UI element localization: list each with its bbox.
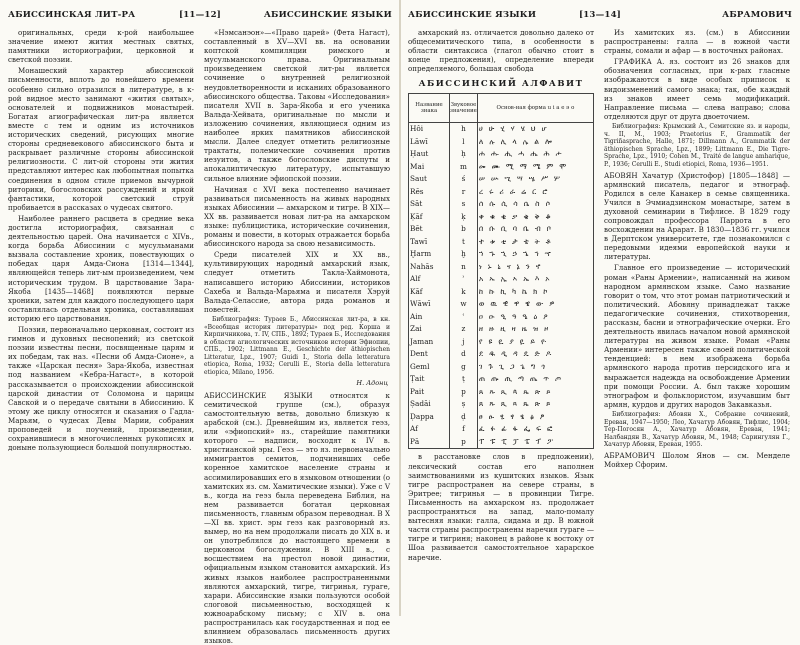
letter-sound: k: [450, 286, 478, 299]
letter-name: Saut: [409, 173, 450, 186]
letter-sound: l: [450, 136, 478, 149]
left-header-column-numbers: [11—12]: [178, 10, 222, 20]
header-order: i: [552, 105, 555, 112]
paragraph: в расстановке слов в предложении), лексический состав его наполнен заимствованиями из кушитских языков. Язык тигре распространен на севере страны, в Эритрее; тигринья — в провинции Тигре. Письменность на амхарском яз. продолжает распространяться на запад, мало-помалу вытесняя языки: галла, сидама и др. В южной части страны распространены наречия гураге — тигре и тигриня; наконец в районе к востоку от Шоа развивается самостоятельное харарское наречие.: [408, 452, 594, 562]
left-column-1: [8, 28, 194, 624]
letter-forms: ተ ቱ ቲ ታ ቴ ት ቶ: [477, 236, 593, 249]
paragraph: оригинальных, среди к-рой наибольшее значение имеют жития местных святых, памятники историографии, церковной и светской поэзии.: [8, 28, 194, 65]
letter-sound: s: [450, 198, 478, 211]
alphabet-row: [409, 286, 594, 299]
right-column-1: [408, 28, 594, 624]
alphabet-row: [409, 136, 594, 149]
paragraph: Начиная с XVI века постепенно начинает развиваться письменность на живых народных языках Абиссинии — амхарском и тигре. В XIX—XX вв. развивается новая лит-ра на амхарском языке: публицистика, исторические сочинения, романы и повести, в которых отражается борьба абиссинского народа за свою независимость.: [204, 184, 390, 249]
header-order: u: [547, 105, 552, 112]
letter-sound: p̣: [450, 386, 478, 399]
letter-name: Geml: [409, 361, 450, 374]
letter-name: Af: [409, 423, 450, 436]
letter-name: Mai: [409, 161, 450, 174]
bibliography-note: Библиография: Тураев Б., Абиссинская лит-ра, в кн. «Всеобщая история литературы» под ред. Корша и Кирпичникова, т. IV, СПБ., 1892; Тураев Б., Исследования в области агиологических источников истории Эфиопии, СПБ., 1902; Littmann E., Geschichte der äthiopischen Litteratur, Lpz., 1907; Guidi I., Storia della letteratura etiopica, Roma, 1932; Cerulli E., Storia della letteratura etiopica, Milano, 1956.: [204, 315, 390, 377]
letter-sound: g: [450, 361, 478, 374]
letter-forms: ሠ ሡ ሢ ሣ ሤ ሥ ሦ: [477, 173, 593, 186]
letter-name: Tawī: [409, 236, 450, 249]
letter-name: Rēs: [409, 186, 450, 199]
alphabet-row: [409, 373, 594, 386]
letter-sound: ḫ: [450, 248, 478, 261]
alphabet-row: [409, 123, 594, 136]
alphabet-row: [409, 236, 594, 249]
letter-name: Pait: [409, 386, 450, 399]
paragraph: Наиболее раннего расцвета в средние века достигла историография, связанная с деятельностью царей. Она начинается с XIVв., когда борьба Абиссинии с мусульманами вызвала составление хроник, повествующих о победах царя Амда-Сиона [1314—1344], являющейся теперь лит-ым произведением, чем историческим трудом. В царствование Зара-Якоба [1435—1468] появляются первые хроники, затем для каждого последующего царя составлялась отдельная хроника, составлявшая историю его царствования.: [8, 213, 194, 323]
letter-sound: m: [450, 161, 478, 174]
letter-name: Hôi: [409, 123, 450, 136]
right-page: [400, 0, 800, 616]
alphabet-row: [409, 336, 594, 349]
alphabet-row: [409, 398, 594, 411]
letter-sound: w: [450, 298, 478, 311]
article-abovyan: АБОВЯН Хачатур (Христофор) [1805—1848] — армянский писатель, педагог и этнограф. Родился в селе Канакер в семье священника. Учился в Эчмиадзинском монастыре, затем в духовной семинарии в Тифлисе. В 1829 году сопровождал профессора Паррота в его восхождении на Арарат. В 1830—1836 гг. учился в Дерптском университете, где познакомился с передовыми идеями европейской науки и литературы.: [604, 170, 791, 262]
alphabet-row: [409, 386, 594, 399]
bibliography-note: Библиография: Абовян Х., Собрание сочинений, Ереван, 1947—1950; Лео, Хачатур Абовян, Тифлис, 1904; Тер-Погосян А., Хачатур Абовян, Ереван, 1941; Налбандян В., Хачатур Абовян, М., 1948; Сарингулян Г., Хачатур Абовян, Ереван, 1955.: [604, 410, 790, 449]
alphabet-row: [409, 323, 594, 336]
author-signature: Н. Адонц: [356, 378, 388, 387]
letter-sound: b: [450, 223, 478, 236]
letter-sound: ḥ: [450, 148, 478, 161]
letter-forms: ኀ ኁ ኂ ኃ ኄ ኅ ኆ: [477, 248, 593, 261]
alphabet-row: [409, 298, 594, 311]
letter-name: Jaman: [409, 336, 450, 349]
letter-forms: ፈ ፉ ፊ ፋ ፌ ፍ ፎ: [477, 423, 593, 436]
alphabet-row: [409, 173, 594, 186]
alphabet-table-body: [409, 123, 594, 449]
alphabet-row: [409, 436, 594, 449]
letter-forms: መ ሙ ሚ ማ ሜ ም ሞ: [477, 161, 593, 174]
alphabet-row: [409, 223, 594, 236]
letter-name: Pā: [409, 436, 450, 449]
alphabet-row: [409, 273, 594, 286]
letter-forms: ለ ሉ ሊ ላ ሌ ል ሎ: [477, 136, 593, 149]
article-abramovich: АБРАМОВИЧ Шолом Янов — см. Менделе Мойхер Сфорим.: [604, 450, 790, 469]
letter-forms: ፐ ፑ ፒ ፓ ፔ ፕ ፖ: [477, 436, 593, 449]
header-name: Название знака: [409, 94, 450, 123]
right-page-header: [408, 10, 792, 24]
left-column-2: [204, 28, 390, 645]
letter-name: Ain: [409, 311, 450, 324]
letter-forms: ጸ ጹ ጺ ጻ ጼ ጽ ጾ: [477, 398, 593, 411]
letter-sound: n: [450, 261, 478, 274]
letter-name: Ḫarm: [409, 248, 450, 261]
letter-name: Zai: [409, 323, 450, 336]
letter-name: Kāf: [409, 286, 450, 299]
letter-forms: ወ ዉ ዊ ዋ ዌ ው ዎ: [477, 298, 593, 311]
header-order: a: [556, 105, 560, 112]
letter-forms: ሰ ሱ ሲ ሳ ሴ ስ ሶ: [477, 198, 593, 211]
letter-forms: ሀ ሁ ሂ ሃ ሄ ህ ሆ: [477, 123, 593, 136]
letter-sound: z: [450, 323, 478, 336]
letter-sound: ḍ: [450, 411, 478, 424]
letter-sound: ṣ: [450, 398, 478, 411]
letter-name: Alf: [409, 273, 450, 286]
letter-sound: r: [450, 186, 478, 199]
letter-forms: በ ቡ ቢ ባ ቤ ብ ቦ: [477, 223, 593, 236]
alphabet-row: [409, 261, 594, 274]
letter-name: Ṭait: [409, 373, 450, 386]
article-abissinskie-yazyki: АБИССИНСКИЕ ЯЗЫКИ относятся к семитической группе (см.), образуя самостоятельную ветвь, довольно близкую к арабской (см.). Древнейшим из, является геэз, или «эфиопский» яз., старейшие памятники которого — надписи, восходят к IV в. христианской эры. Геэз — это яз. первоначально иммигрантов семитов, подчинивших себе коренное хамитское население страны и ассимилировавших его в языковом отношении (о хамитских яз. см. Хамитические языки). Уже с V в., когда на геэз была переведена Библия, на нем развивается богатая церковная письменность, главным образом переводная. В X—XI вв. христ. эры геэз как разговорный яз. вымер, но на нем продолжали писать до XIX в. и он употреблялся до настоящего времени в церковном богослужении. В XIII в., с восшествием на престол новой династии, официальным языком становится амхарский. Из живых языков наиболее распространенными являются амхарский, тигре, тигринья, гураге, харари. Абиссинские языки пользуются особой слоговой письменностью, восходящей к южноарабскому письму; с XIV в. она распространилась как государственная и под ее влиянием образовалась письменность других языков.: [204, 390, 390, 645]
right-header-section-title: АБИССИНСКИЕ ЯЗЫКИ: [408, 10, 537, 20]
header-order: e: [561, 105, 565, 112]
alphabet-row: [409, 411, 594, 424]
letter-forms: ፀ ፁ ፂ ፃ ፄ ፅ ፆ: [477, 411, 593, 424]
left-header-section-title: АБИССИНСКИЕ ЯЗЫКИ: [263, 10, 392, 20]
bibliography-note: Библиография: Крымский А., Семитские яз. и народы, ч. II, М., 1903; Praetorius F., Grammatik der Tigriñasprache, Halle, 1871; Dillmann A., Grammatik der äthiopischen Sprache, Lpz., 1899; Littmann E., Die Tigre-Sprache, Lpz., 1910; Cohen M., Traité de langue amharique, P., 1936; Cerulli E., Studi etiopici, Roma, 1936—1951.: [604, 122, 790, 168]
alphabet-row: [409, 211, 594, 224]
paragraph: Поэзия, первоначально церковная, состоит из гимнов и духовных песнопений; из светской поэзии известны песни, посвященные царям и их победам, так наз. «Песни об Амда-Сионе», а также «Царская песня» Зара-Якоба, известная под названием «Кебра-Нагаст», в которой рассказывается о происхождении абиссинской царской династии от Соломона и царицы Савской и о передаче святыни в Абиссинию. К этому же циклу относятся и сказания о Гадла-Марьям, о чудесах Девы Марии, собрания проповедей и поучений, произведения, сохранившиеся в многочисленных рукописях и доныне пользующиеся большой популярностью.: [8, 325, 194, 453]
paragraph: Из хамитских яз. (см.) в Абиссинии распространены: галла — в южной части страны, сомали и афар — в восточных районах.: [604, 28, 790, 56]
letter-name: Wāwī: [409, 298, 450, 311]
letter-name: Bēt: [409, 223, 450, 236]
header-order: ǝ: [566, 105, 570, 112]
letter-name: Ḥaut: [409, 148, 450, 161]
abyssinian-alphabet-table: [408, 93, 594, 449]
letter-forms: ደ ዱ ዲ ዳ ዴ ድ ዶ: [477, 348, 593, 361]
right-header-running-title: АБРАМОВИЧ: [722, 10, 792, 20]
letter-sound: ḳ: [450, 211, 478, 224]
letter-forms: የ ዩ ዪ ያ ዬ ይ ዮ: [477, 336, 593, 349]
alphabet-row: [409, 198, 594, 211]
right-page-columns: [408, 28, 792, 624]
letter-sound: d: [450, 348, 478, 361]
alphabet-row: [409, 348, 594, 361]
paragraph: ГРАФИКА А. яз. состоит из 26 знаков для обозначения согласных, при к-рых гласные изображаются в виде особых приписок к видоизменений самого знака; так, обе каждый из знаков имеет семь модификаций. Направление письма — слева направо; слова отделяются друг от друга двоеточием.: [604, 57, 790, 121]
letter-forms: ሐ ሑ ሒ ሓ ሔ ሕ ሖ: [477, 148, 593, 161]
alphabet-row: [409, 161, 594, 174]
right-header-column-numbers: [13—14]: [578, 10, 622, 20]
letter-forms: ረ ሩ ሪ ራ ሬ ር ሮ: [477, 186, 593, 199]
letter-sound: p: [450, 436, 478, 449]
letter-forms: ከ ኩ ኪ ካ ኬ ክ ኮ: [477, 286, 593, 299]
letter-sound: ʾ: [450, 273, 478, 286]
letter-forms: ዘ ዙ ዚ ዛ ዜ ዝ ዞ: [477, 323, 593, 336]
right-column-2: [604, 28, 790, 624]
alphabet-row: [409, 148, 594, 161]
letter-name: Ṣadāi: [409, 398, 450, 411]
alphabet-row: [409, 248, 594, 261]
alphabet-row: [409, 423, 594, 436]
alphabet-table-header-row: [409, 94, 594, 123]
letter-name: Ḳāf: [409, 211, 450, 224]
letter-forms: ጠ ጡ ጢ ጣ ጤ ጥ ጦ: [477, 373, 593, 386]
alphabet-row: [409, 311, 594, 324]
left-page-columns: [8, 28, 392, 645]
alphabet-row: [409, 361, 594, 374]
letter-sound: ṭ: [450, 373, 478, 386]
letter-name: Nahās: [409, 261, 450, 274]
letter-name: Lāwī: [409, 136, 450, 149]
header-sound: Звуковое значение: [450, 94, 478, 123]
left-page-header: [8, 10, 392, 24]
letter-sound: t: [450, 236, 478, 249]
header-orders: [477, 94, 593, 123]
letter-forms: ገ ጉ ጊ ጋ ጌ ግ ጎ: [477, 361, 593, 374]
letter-name: Sāt: [409, 198, 450, 211]
letter-sound: f: [450, 423, 478, 436]
alphabet-row: [409, 186, 594, 199]
paragraph: «Нэмсанэон»—«Право царей» (Фета Нагаст), составленный в XV—XVI вв. на основании коптской компиляции римского и мусульманского права. Оригинальным произведением светской лит-ры является сочинение о внутренней религиозной неудовлетворенности и исканиях образованного абиссинского общества. Таковы «Исследования» писателя XVII в. Зара-Якоба и его ученика Вальда-Хейвата, оригинальные по мысли и изложению сочинения, являющиеся одним из наиболее ярких памятников абиссинской мысли. Далее следует отметить религиозные трактаты, полемические сочинения против иезуитов, а также богословские диспуты и апокалиптическую литературу, испытавшую сильное влияние эфиопской поэзии.: [204, 28, 390, 183]
header-order: o: [571, 105, 575, 112]
letter-forms: አ ኡ ኢ ኣ ኤ እ ኦ: [477, 273, 593, 286]
letter-sound: ś: [450, 173, 478, 186]
letter-sound: j: [450, 336, 478, 349]
letter-sound: h: [450, 123, 478, 136]
paragraph: амхарский яз. отличается довольно далеко от общесемитического типа, в особенности в области синтаксиса (глагол обычно стоит в конце предложения), определение впереди определяемого, большая свобода: [408, 28, 594, 74]
letter-forms: ቀ ቁ ቂ ቃ ቄ ቅ ቆ: [477, 211, 593, 224]
letter-name: Ḍappa: [409, 411, 450, 424]
letter-forms: ነ ኑ ኒ ና ኔ ን ኖ: [477, 261, 593, 274]
paragraph: Монашеский характер абиссинской письменности, вплоть до новейшего времени особенно сильно отразился в литературе, в к-рой видное место занимают «жития святых», основателей и подвижников монастырей. Богатая агиографическая лит-ра является вместе с тем и одним из источников исторических сведений, рисующих многие стороны средневекового абиссинского быта и раскрывает различные стороны абиссинской религиозности. С лит-ой стороны эти жития представляют интерес как любопытная попытка соединения в одном стиле приемов вычурной риторики, богословских рассуждений и яркой фантастики, которой светский струй пробивается в рассказах о чудесах святого.: [8, 66, 194, 212]
header-order: Основ-ная форма: [496, 105, 546, 112]
letter-forms: ዐ ዑ ዒ ዓ ዔ ዕ ዖ: [477, 311, 593, 324]
letter-name: Dent: [409, 348, 450, 361]
paragraph: Главное его произведение — исторический роман «Раны Армении», написанный на живом народном армянском языке. Само название говорит о том, что этот роман патриотический и политический. Абовяну принадлежат также педагогические сочинения, стихотворения, рассказы, басни и этнографические очерки. Его деятельность явилась началом новой армянской литературы на живом языке. Роман «Раны Армении» интересен также своей политической тенденцией: в нем изображена борьба армянского народа против персидского ига и выражается надежда на освобождение Армении при помощи России. А. был также хорошим этнографом и фольклористом, изучавшим быт армян, курдов и других народов Закавказья.: [604, 263, 790, 409]
paragraph: Среди писателей XIX и XX вв., культивирующих народный амхарский язык, следует отметить Такла-Хаймонота, написавшего историю Абиссинии, историков Сахеба и Вальда-Марьяма и писателя Хэруй Вальда-Селассие, автора ряда романов и повестей.: [204, 250, 390, 314]
letter-sound: ʿ: [450, 311, 478, 324]
left-header-running-title: АБИССИНСКАЯ ЛИТ-РА: [8, 10, 136, 20]
alphabet-table-title: АБИССИНСКИЙ АЛФАВИТ: [418, 79, 584, 90]
letter-forms: ጰ ጱ ጲ ጳ ጴ ጵ ጶ: [477, 386, 593, 399]
